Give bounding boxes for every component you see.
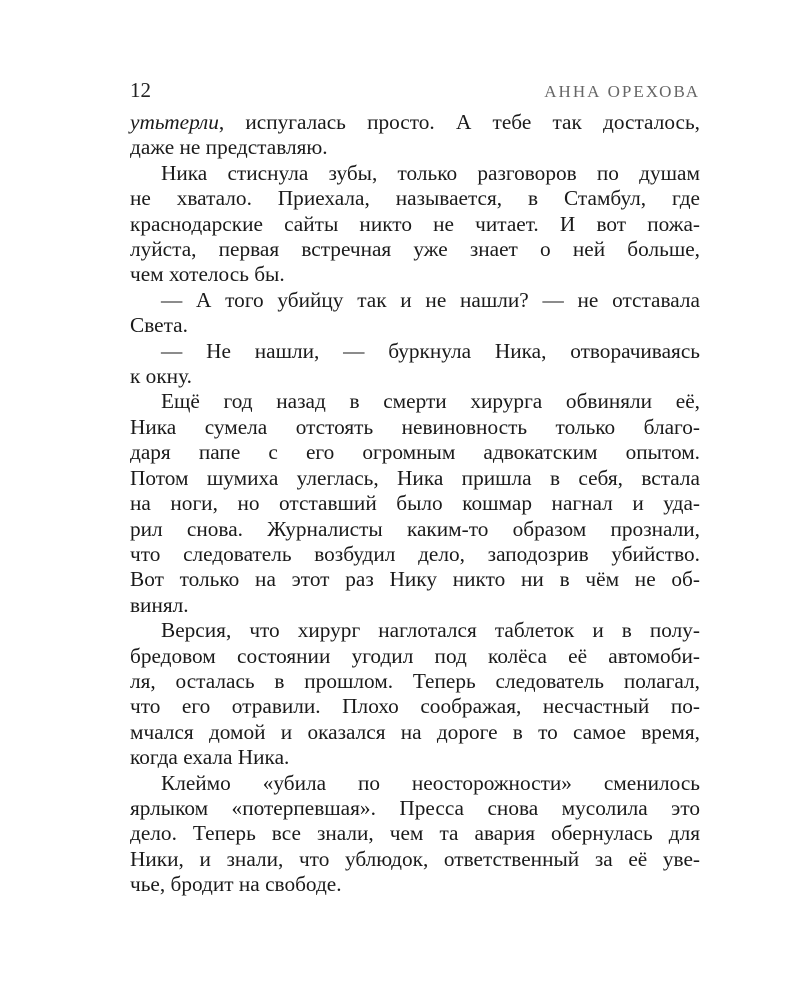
text-line: Ника сумела отстоять невиновность только благо- [130, 414, 700, 439]
text-line: ля, осталась в прошлом. Теперь следователь полагал, [130, 668, 700, 693]
text-line: мчался домой и оказался на дороге в то самое время, [130, 719, 700, 744]
text-line: краснодарские сайты никто не читает. И вот пожа- [130, 211, 700, 236]
text-line: что следователь возбудил дело, заподозрив убийство. [130, 541, 700, 566]
paragraph [130, 161, 700, 288]
text-line: когда ехала Ника. [130, 745, 290, 770]
paragraph [130, 339, 700, 390]
paragraph [130, 771, 700, 898]
text-line [130, 110, 700, 135]
text-line: луйста, первая встречная уже знает о ней больше, [130, 237, 700, 262]
text-line: ярлыком «потерпевшая». Пресса снова мусолила это [130, 795, 700, 820]
text-line: что его отравили. Плохо соображая, несчастный по- [130, 694, 700, 719]
page-number: 12 [130, 78, 151, 102]
paragraph [130, 618, 700, 770]
paragraph [130, 389, 700, 618]
text-line: бредовом состоянии угодил под колёса её автомоби- [130, 643, 700, 668]
text-line: Вот только на этот раз Нику никто ни в чём не об- [130, 567, 700, 592]
running-title: АННА ОРЕХОВА [544, 82, 700, 101]
text-line: винял. [130, 592, 189, 617]
text-line: Ники, и знали, что ублюдок, ответственный за её уве- [130, 846, 700, 871]
paragraph [130, 288, 700, 339]
text-line: даря папе с его огромным адвокатским опытом. [130, 440, 700, 465]
book-page [130, 78, 700, 898]
text-line: не хватало. Приехала, называется, в Стамбул, где [130, 186, 700, 211]
text-line: — Не нашли, — буркнула Ника, отворачиваясь [161, 338, 700, 363]
text-line: Света. [130, 313, 188, 338]
paragraph [130, 110, 700, 161]
text-line: рил снова. Журналисты каким-то образом прознали, [130, 516, 700, 541]
text-line: дело. Теперь все знали, чем та авария обернулась для [130, 821, 700, 846]
text-line: Потом шумиха улеглась, Ника пришла в себя, встала [130, 465, 700, 490]
text-line: чем хотелось бы. [130, 262, 285, 287]
text-line: чье, бродит на свободе. [130, 872, 342, 897]
line-text: , испугалась просто. А тебе так досталось, [218, 110, 700, 134]
body-text [130, 110, 700, 898]
text-line: Ника стиснула зубы, только разговоров по душам [161, 160, 700, 185]
text-line: Версия, что хирург наглотался таблеток и в полу- [161, 618, 700, 643]
text-line: Ещё год назад в смерти хирурга обвиняли её, [161, 389, 700, 414]
running-head [130, 78, 700, 108]
text-line: Клеймо «убила по неосторожности» сменилось [161, 770, 700, 795]
text-line: даже не представляю. [130, 135, 328, 160]
text-line: — А того убийцу так и не нашли? — не отставала [161, 287, 700, 312]
text-line: на ноги, но отставший было кошмар нагнал и уда- [130, 491, 700, 516]
italic-word: утьтерли [130, 110, 219, 134]
text-line: к окну. [130, 364, 192, 389]
